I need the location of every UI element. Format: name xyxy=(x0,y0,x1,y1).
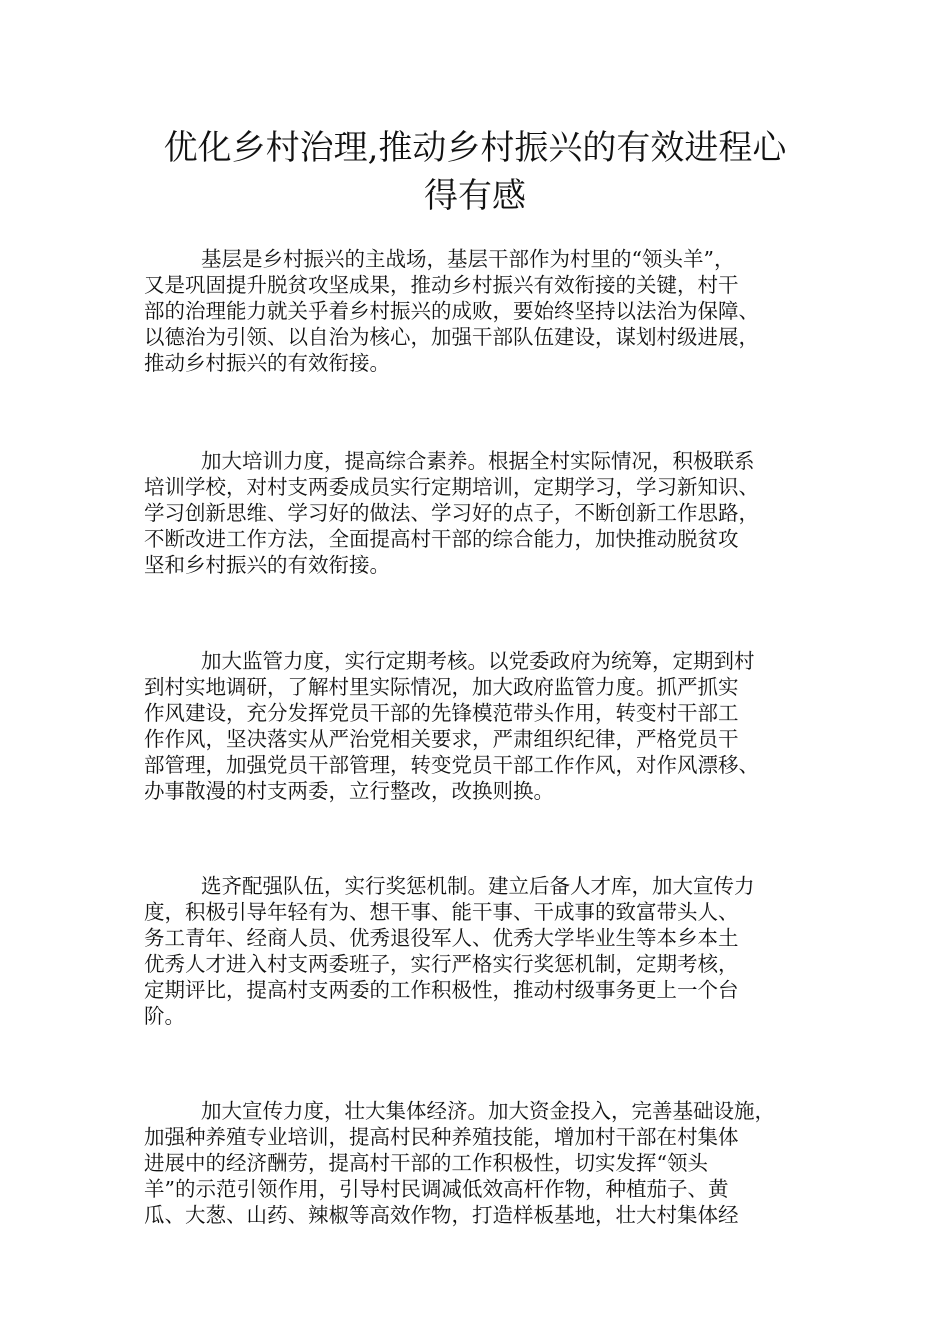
paragraph-line: 推动乡村振兴的有效衔接。 xyxy=(144,351,390,375)
paragraph-line: 作作风，坚决落实从严治党相关要求，严肃组织纪律，严格党员干 xyxy=(144,727,739,751)
document-title xyxy=(120,124,830,220)
paragraph-line: 培训学校，对村支两委成员实行定期培训，定期学习，学习新知识、 xyxy=(144,475,759,499)
paragraph-line: 加强种养殖专业培训，提高村民种养殖技能，增加村干部在村集体 xyxy=(144,1125,739,1149)
paragraph-line: 加大宣传力度，壮大集体经济。加大资金投入，完善基础设施， xyxy=(201,1099,775,1123)
paragraph-line: 部管理，加强党员干部管理，转变党员干部工作作风，对作风漂移、 xyxy=(144,753,759,777)
paragraph-line: 办事散漫的村支两委，立行整改，改换则换。 xyxy=(144,779,554,803)
paragraph-line: 羊”的示范引领作用，引导村民调减低效高杆作物，种植茄子、黄 xyxy=(144,1177,729,1201)
paragraph-line: 务工青年、经商人员、优秀退役军人、优秀大学毕业生等本乡本土 xyxy=(144,926,739,950)
paragraph-line: 优秀人才进入村支两委班子，实行严格实行奖惩机制，定期考核， xyxy=(144,952,739,976)
paragraph-line: 度，积极引导年轻有为、想干事、能干事、干成事的致富带头人、 xyxy=(144,900,739,924)
paragraph-3 xyxy=(144,648,822,804)
paragraph-line: 选齐配强队伍，实行奖惩机制。建立后备人才库，加大宣传力 xyxy=(201,874,755,898)
paragraph-line: 部的治理能力就关乎着乡村振兴的成败，要始终坚持以法治为保障、 xyxy=(144,299,759,323)
paragraph-4 xyxy=(144,873,822,1029)
paragraph-line: 加大培训力度，提高综合素养。根据全村实际情况，积极联系 xyxy=(201,449,755,473)
paragraph-line: 阶。 xyxy=(144,1004,185,1028)
title-line-2: 得有感 xyxy=(424,176,526,216)
paragraph-line: 瓜、大葱、山药、辣椒等高效作物，打造样板基地，壮大村集体经 xyxy=(144,1203,739,1227)
paragraph-line: 作风建设，充分发挥党员干部的先锋模范带头作用，转变村干部工 xyxy=(144,701,739,725)
paragraph-line: 又是巩固提升脱贫攻坚成果，推动乡村振兴有效衔接的关键，村干 xyxy=(144,273,739,297)
paragraph-line: 加大监管力度，实行定期考核。以党委政府为统筹，定期到村 xyxy=(201,649,755,673)
title-line-1: 优化乡村治理,推动乡村振兴的有效进程心 xyxy=(163,128,787,168)
paragraph-line: 以德治为引领、以自治为核心，加强干部队伍建设，谋划村级进展， xyxy=(144,325,759,349)
paragraph-5 xyxy=(144,1098,822,1228)
paragraph-1 xyxy=(144,246,822,376)
paragraph-line: 进展中的经济酬劳，提高村干部的工作积极性，切实发挥“领头 xyxy=(144,1151,708,1175)
paragraph-line: 不断改进工作方法，全面提高村干部的综合能力，加快推动脱贫攻 xyxy=(144,527,739,551)
paragraph-line: 坚和乡村振兴的有效衔接。 xyxy=(144,553,390,577)
paragraph-line: 学习创新思维、学习好的做法、学习好的点子，不断创新工作思路， xyxy=(144,501,759,525)
paragraph-line: 基层是乡村振兴的主战场，基层干部作为村里的“领头羊”， xyxy=(201,247,735,271)
paragraph-line: 到村实地调研，了解村里实际情况，加大政府监管力度。抓严抓实 xyxy=(144,675,739,699)
paragraph-2 xyxy=(144,448,822,578)
paragraph-line: 定期评比，提高村支两委的工作积极性，推动村级事务更上一个台 xyxy=(144,978,739,1002)
